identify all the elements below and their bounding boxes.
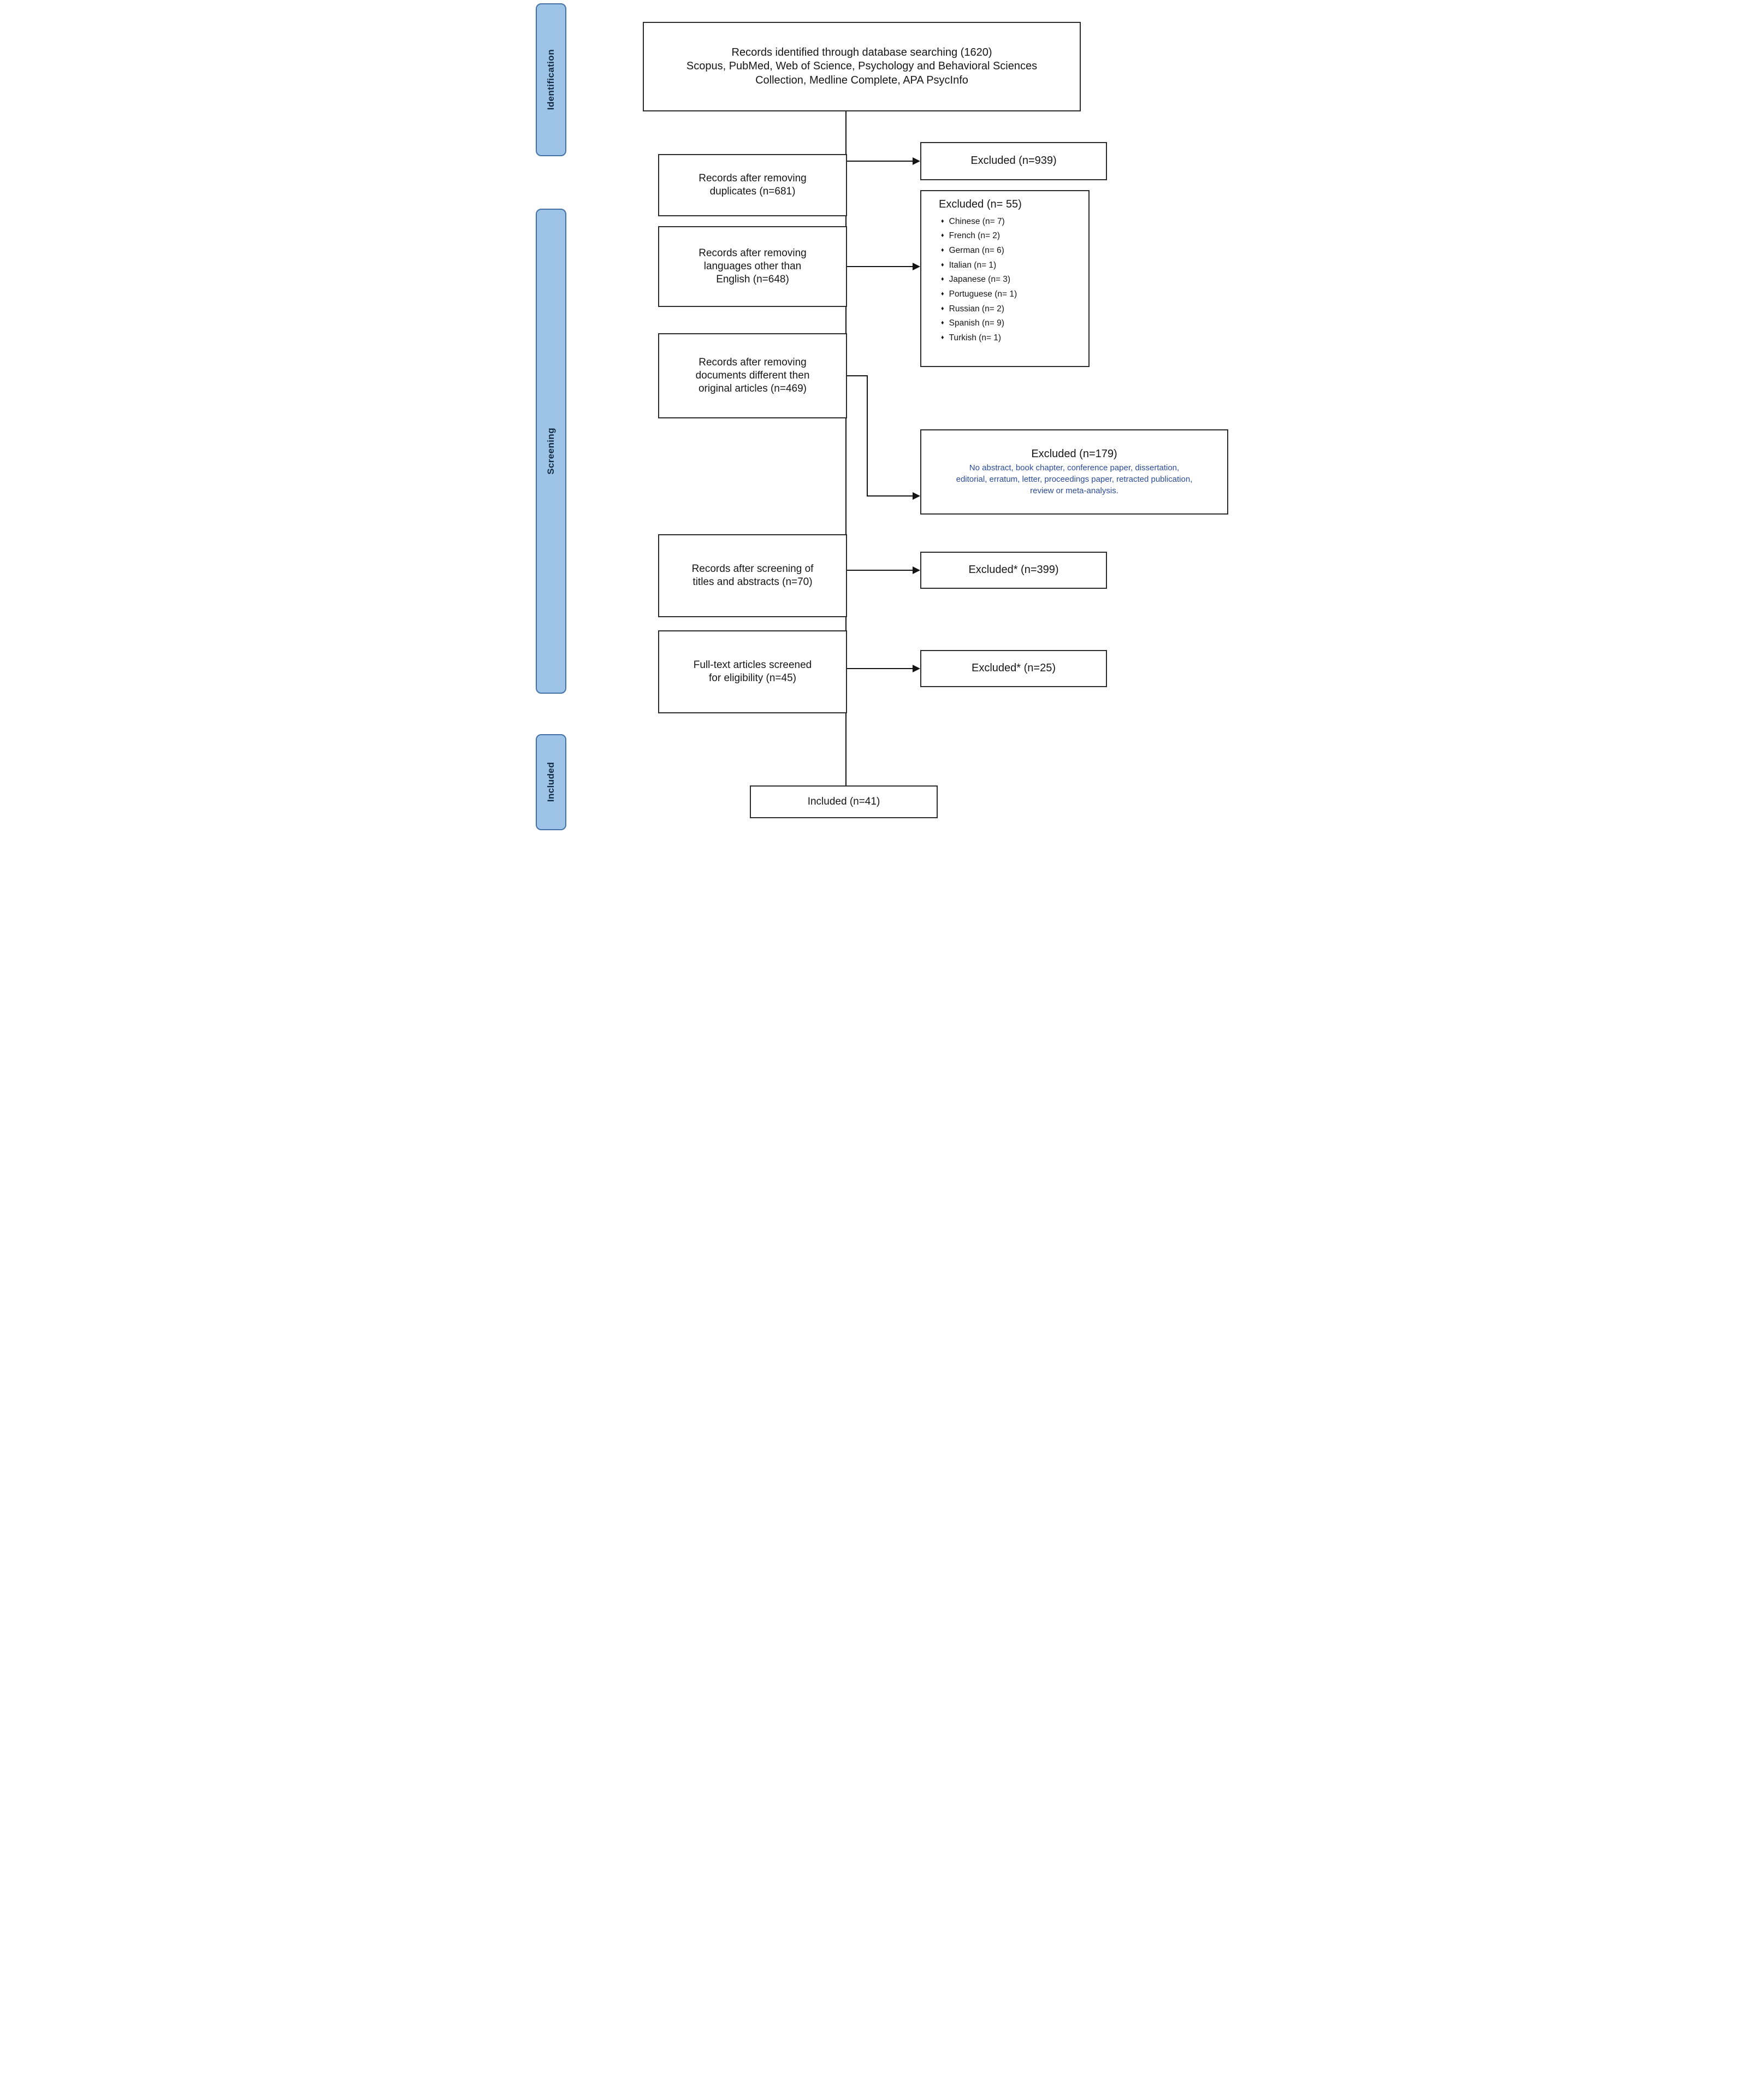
excluded-document-types-description: No abstract, book chapter, conference paper, dissertation, editorial, erratum, letter, proceedings paper, retracted publication, review or meta-analysis.: [956, 463, 1193, 495]
arrowhead-icon: [913, 157, 920, 165]
excluded-language-item: ♦ Spanish (n= 9): [941, 316, 1017, 331]
connector-excluded-screening: [847, 570, 914, 571]
languages-label: Records after removing languages other than English (n=648): [699, 247, 807, 286]
box-excluded-after-duplicates: [920, 142, 1107, 180]
stage-included-label: Included: [546, 762, 556, 802]
excluded-titles-abstracts-label: Excluded* (n=399): [968, 564, 1059, 576]
excluded-language-item: ♦ Italian (n= 1): [941, 258, 1017, 273]
stage-included: [536, 734, 566, 830]
arrowhead-icon: [913, 566, 920, 574]
excluded-language-item: ♦ Russian (n= 2): [941, 302, 1017, 317]
box-records-identified: [643, 22, 1081, 111]
connector-excluded-fulltext: [847, 668, 914, 669]
connector-excluded-duplicates: [847, 161, 914, 162]
stage-identification-label: Identification: [546, 49, 556, 110]
box-excluded-titles-abstracts: [920, 552, 1107, 589]
excluded-full-text-label: Excluded* (n=25): [972, 662, 1056, 675]
connector-excluded-documents-seg1: [847, 375, 868, 376]
arrowhead-icon: [913, 665, 920, 672]
box-excluded-full-text: [920, 650, 1107, 687]
records-identified-line1: Records identified through database searching (1620): [731, 46, 992, 58]
connector-excluded-documents-seg3: [867, 495, 914, 497]
stage-screening-label: Screening: [546, 428, 556, 475]
box-excluded-languages: [920, 190, 1090, 367]
connector-excluded-languages: [847, 266, 914, 267]
excluded-languages-list: [932, 215, 1017, 346]
stage-screening: [536, 209, 566, 694]
prisma-flow-diagram: [529, 0, 1235, 835]
excluded-language-item: ♦ German (n= 6): [941, 244, 1017, 258]
full-text-label: Full-text articles screened for eligibility (n=45): [693, 659, 812, 684]
box-duplicates: [658, 154, 847, 216]
excluded-language-item: ♦ Portuguese (n= 1): [941, 287, 1017, 302]
excluded-language-item: ♦ Japanese (n= 3): [941, 273, 1017, 287]
titles-abstracts-label: Records after screening of titles and abstracts (n=70): [691, 563, 814, 588]
excluded-language-item: ♦ Turkish (n= 1): [941, 331, 1017, 346]
box-excluded-document-types: [920, 429, 1228, 515]
connector-excluded-documents-seg2: [867, 375, 868, 497]
excluded-document-types-title: Excluded (n=179): [1031, 447, 1117, 460]
arrowhead-icon: [913, 263, 920, 270]
box-languages: [658, 226, 847, 307]
arrowhead-icon: [913, 492, 920, 500]
box-titles-abstracts: [658, 534, 847, 617]
box-full-text: [658, 630, 847, 713]
stage-identification: [536, 3, 566, 156]
documents-label: Records after removing documents different then original articles (n=469): [695, 356, 810, 395]
box-documents: [658, 333, 847, 418]
box-included: [750, 785, 938, 818]
included-label: Included (n=41): [807, 795, 880, 807]
excluded-after-duplicates-label: Excluded (n=939): [970, 155, 1057, 167]
excluded-language-item: ♦ Chinese (n= 7): [941, 215, 1017, 229]
records-identified-sources: Scopus, PubMed, Web of Science, Psychology and Behavioral Sciences Collection, Medline Complete, APA PsycInfo: [686, 60, 1038, 86]
duplicates-label: Records after removing duplicates (n=681): [699, 172, 807, 197]
excluded-languages-title: Excluded (n= 55): [939, 198, 1022, 210]
excluded-language-item: ♦ French (n= 2): [941, 229, 1017, 244]
